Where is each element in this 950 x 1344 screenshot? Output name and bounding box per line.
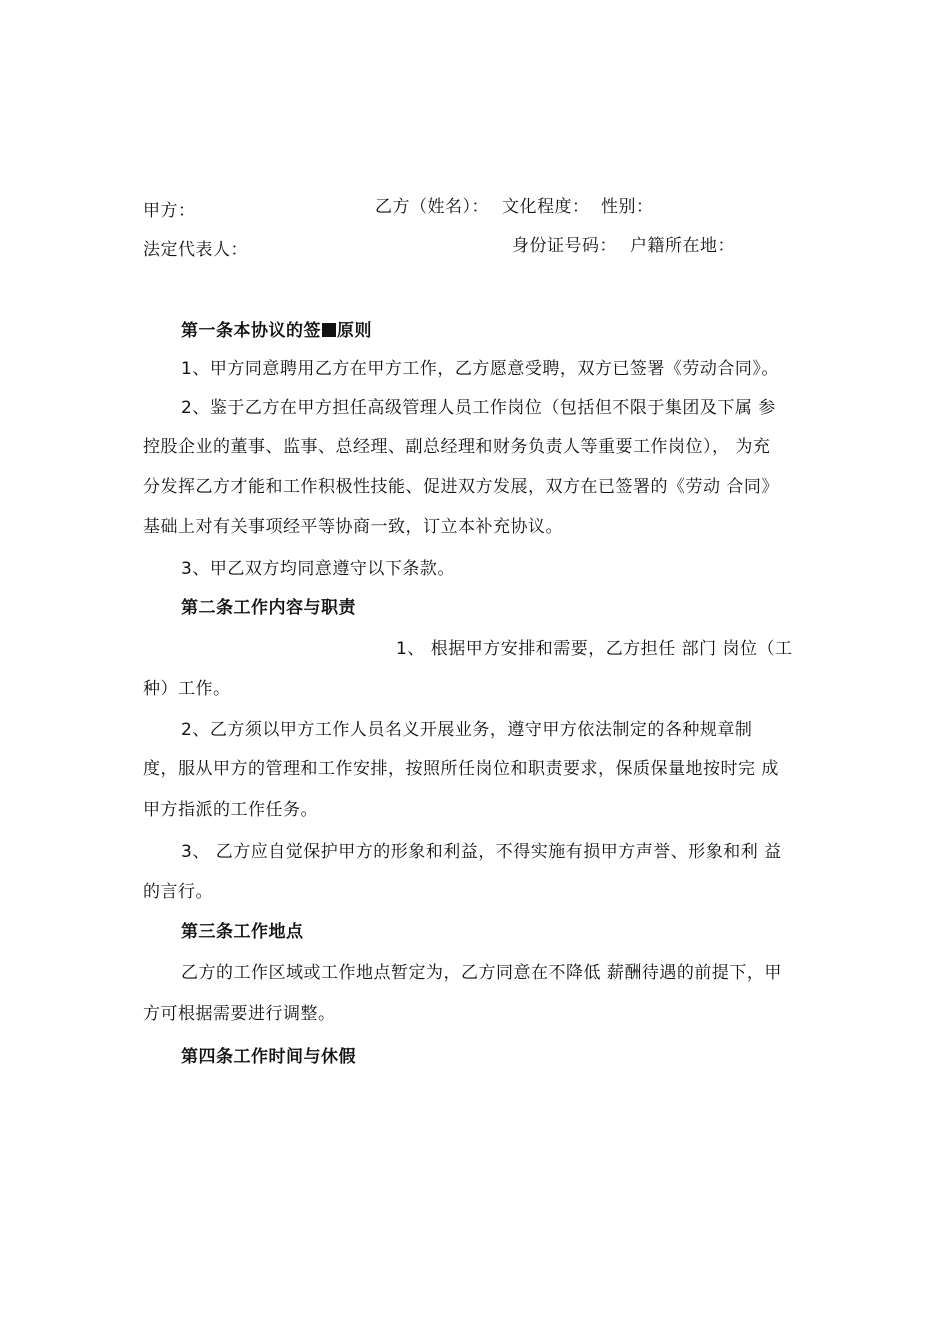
article2-paragraph-2-line-3: 甲方指派的工作任务。 — [143, 800, 318, 820]
education-label: 文化程度： — [502, 197, 590, 217]
article1-paragraph-3: 3、甲乙双方均同意遵守以下条款。 — [181, 559, 455, 579]
article1-paragraph-2-line-3: 分发挥乙方才能和工作积极性技能、促进双方发展，双方在已签署的《劳动 合同》 — [143, 477, 779, 497]
article2-paragraph-1-line-2: 种）工作。 — [143, 679, 231, 699]
party-b-name-label: 乙方（姓名）： — [375, 197, 489, 217]
article2-paragraph-2-line-1: 2、乙方须以甲方工作人员名义开展业务，遵守甲方依法制定的各种规章制 — [181, 720, 753, 740]
article2-paragraph-2-line-2: 度，服从甲方的管理和工作安排，按照所任岗位和职责要求，保质保量地按时完 成 — [143, 759, 779, 779]
article1-paragraph-2-line-2: 控股企业的董事、监事、总经理、副总经理和财务负责人等重要工作岗位）， 为充 — [143, 437, 771, 457]
article3-paragraph-1-line-1: 乙方的工作区域或工作地点暂定为，乙方同意在不降低 薪酬待遇的前提下，甲 — [181, 963, 782, 983]
filled-square-icon — [322, 323, 336, 337]
article3-paragraph-1-line-2: 方可根据需要进行调整。 — [143, 1004, 336, 1024]
article1-title — [181, 319, 372, 343]
gender-label: 性别： — [601, 197, 654, 217]
id-number-label: 身份证号码： — [512, 236, 617, 256]
party-a-label: 甲方： — [143, 201, 196, 221]
article1-paragraph-1: 1、甲方同意聘用乙方在甲方工作，乙方愿意受聘，双方已签署《劳动合同》。 — [181, 359, 779, 379]
article4-title: 第四条工作时间与休假 — [181, 1047, 356, 1067]
article1-paragraph-2-line-1: 2、鉴于乙方在甲方担任高级管理人员工作岗位（包括但不限于集团及下属 参 — [181, 398, 776, 418]
article2-paragraph-3-line-1: 3、 乙方应自觉保护甲方的形象和利益，不得实施有损甲方声誉、形象和利 益 — [181, 842, 782, 862]
legal-rep-label: 法定代表人： — [143, 240, 248, 260]
article1-title-post: 原则 — [337, 321, 372, 341]
article2-title: 第二条工作内容与职责 — [181, 598, 356, 618]
article2-paragraph-1-line-1: 1、 根据甲方安排和需要，乙方担任 部门 岗位（工 — [396, 639, 793, 659]
household-label: 户籍所在地： — [630, 236, 735, 256]
article3-title: 第三条工作地点 — [181, 922, 304, 942]
article2-paragraph-3-line-2: 的言行。 — [143, 882, 213, 902]
article1-title-pre: 第一条本协议的签 — [181, 321, 321, 341]
article1-paragraph-2-line-4: 基础上对有关事项经平等协商一致，订立本补充协议。 — [143, 517, 563, 537]
